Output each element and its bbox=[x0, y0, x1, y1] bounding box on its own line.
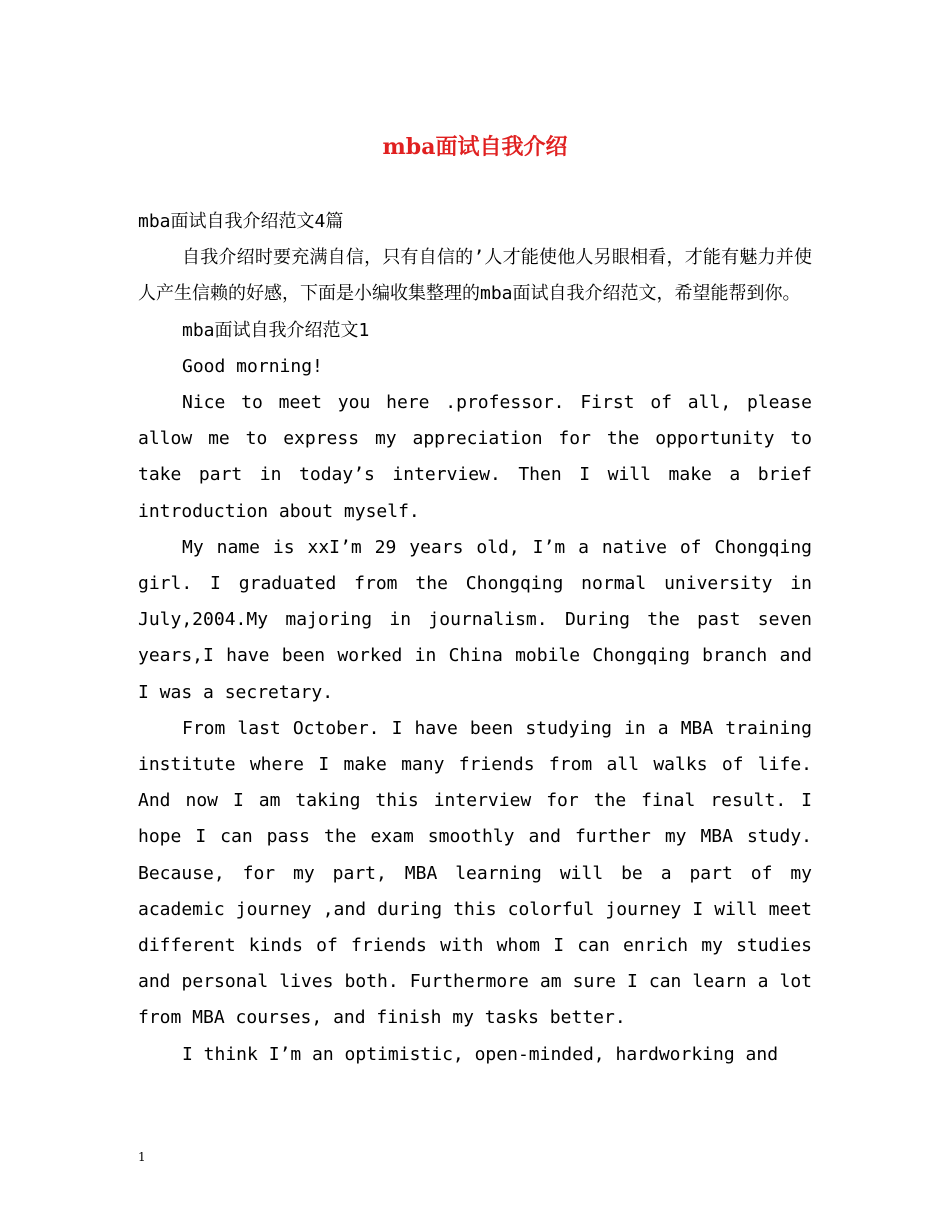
page-number: 1 bbox=[138, 1150, 146, 1164]
document-body bbox=[138, 204, 812, 1073]
body-paragraph: My name is xxI’m 29 years old, I’m a native of Chongqing girl. I graduated from the Chongqing normal university in July,2004.My majoring in journalism. During the past seven years,I have been worked in China mobile Chongqing branch and I was a secretary. bbox=[138, 536, 812, 703]
body-paragraph: From last October. I have been studying in a MBA training institute where I make many friends from all walks of life. And now I am taking this interview for the final result. I hope I can pass the exam smoothly and further my MBA study. Because, for my part, MBA learning will be a part of my academic journey ,and during this colorful journey I will meet different kinds of friends with whom I can enrich my studies and personal lives both. Furthermore am sure I can learn a lot from MBA courses, and finish my tasks better. bbox=[138, 717, 812, 1029]
document-title: mba面试自我介绍 bbox=[382, 134, 568, 160]
document-subtitle: mba面试自我介绍范文4篇 bbox=[138, 211, 344, 232]
body-paragraph: I think I’m an optimistic, open-minded, hardworking and bbox=[182, 1043, 779, 1065]
greeting-paragraph: Good morning! bbox=[182, 355, 323, 377]
intro-paragraph: 自我介绍时要充满自信，只有自信的’人才能使他人另眼相看，才能有魅力并使人产生信赖的好感，下面是小编收集整理的mba面试自我介绍范文，希望能帮到你。 bbox=[138, 247, 812, 305]
body-paragraph: Nice to meet you here .professor. First of all, please allow me to express my appreciation for the opportunity to take part in today’s interview. Then I will make a brief introduction about myself. bbox=[138, 392, 812, 522]
section-heading: mba面试自我介绍范文1 bbox=[182, 319, 370, 341]
